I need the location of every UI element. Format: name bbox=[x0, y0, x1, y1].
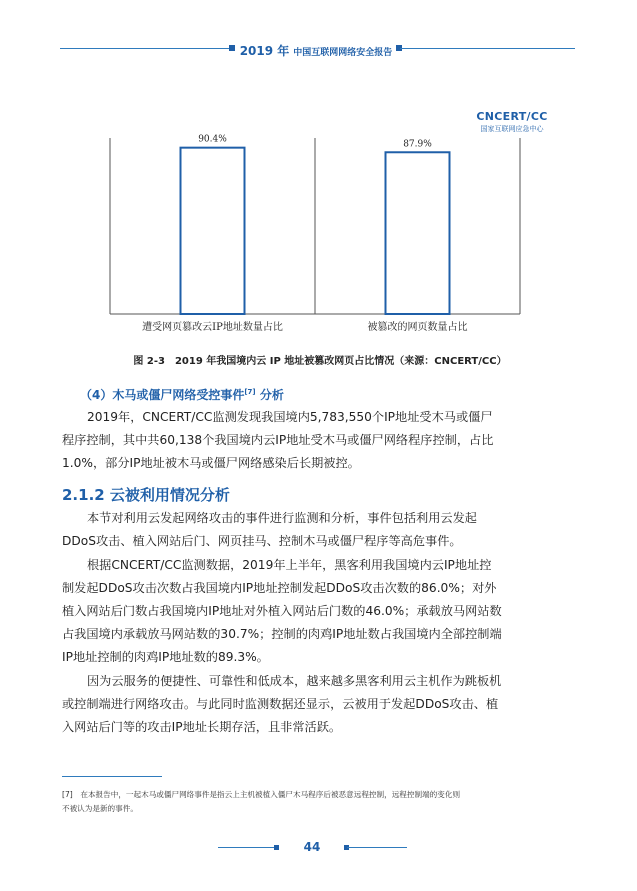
paragraph-intro bbox=[62, 507, 582, 553]
page-footer bbox=[0, 840, 637, 856]
header-title bbox=[238, 40, 394, 59]
bar bbox=[181, 148, 245, 314]
subsection-title: （4）木马或僵尸网络受控事件 bbox=[80, 388, 245, 402]
paragraph-conclusion bbox=[62, 670, 582, 739]
cncert-logo bbox=[462, 110, 562, 134]
footnote-line: 不被认为是新的事件。 bbox=[62, 804, 138, 813]
footnote bbox=[62, 788, 582, 816]
paragraph-line: 1.0%，部分IP地址被木马或僵尸网络感染后长期被控。 bbox=[62, 456, 360, 470]
category-label: 遭受网页篡改云IP地址数量占比 bbox=[142, 322, 283, 333]
paragraph-line: 本节对利用云发起网络攻击的事件进行监测和分析，事件包括利用云发起 bbox=[87, 511, 477, 525]
header-year: 2019 年 bbox=[239, 44, 290, 58]
paragraph-line: 或控制端进行网络攻击。与此同时监测数据还显示，云被用于发起DDoS攻击、植 bbox=[62, 697, 499, 711]
header-rule-right bbox=[400, 48, 575, 49]
data-label: 87.9% bbox=[403, 139, 432, 150]
footer-rule-right bbox=[347, 847, 407, 848]
logo-subtitle: 国家互联网应急中心 bbox=[480, 125, 544, 133]
footnote-rule bbox=[62, 776, 162, 777]
paragraph-statistics bbox=[62, 554, 582, 669]
section-heading: 2.1.2 云被利用情况分析 bbox=[62, 486, 230, 504]
paragraph-line: IP地址控制的肉鸡IP地址数的89.3%。 bbox=[62, 650, 269, 664]
paragraph-line: 2019年，CNCERT/CC监测发现我国境内5,783,550个IP地址受木马或僵尸 bbox=[87, 410, 493, 424]
logo-mark: CNCERT/CC bbox=[476, 110, 548, 123]
header-report-name: 中国互联网网络安全报告 bbox=[293, 48, 393, 58]
paragraph-line: 制发起DDoS攻击次数占我国境内IP地址控制发起DDoS攻击次数的86.0%；对外 bbox=[62, 581, 497, 595]
footer-square-left bbox=[274, 845, 279, 850]
header-rule-left bbox=[60, 48, 230, 49]
footer-rule-left bbox=[218, 847, 276, 848]
paragraph-line: 入网站后门等的攻击IP地址长期存活，且非常活跃。 bbox=[62, 720, 342, 734]
subsection-title-tail: 分析 bbox=[255, 388, 284, 402]
page-header bbox=[0, 38, 637, 58]
paragraph-line: 占我国境内承载放马网站数的30.7%；控制的肉鸡IP地址数占我国境内全部控制端 bbox=[62, 627, 502, 641]
category-label: 被篡改的网页数量占比 bbox=[367, 322, 468, 333]
paragraph-botnet bbox=[62, 406, 582, 475]
paragraph-line: 因为云服务的便捷性、可靠性和低成本，越来越多黑客利用云主机作为跳板机 bbox=[87, 674, 502, 688]
data-label: 90.4% bbox=[198, 134, 227, 145]
page-number: 44 bbox=[303, 840, 321, 854]
header-square-left bbox=[229, 45, 235, 51]
bar bbox=[386, 152, 450, 314]
paragraph-line: DDoS攻击、植入网站后门、网页挂马、控制木马或僵尸程序等高危事件。 bbox=[62, 534, 462, 548]
footnote-reference[interactable]: [7] bbox=[244, 388, 256, 396]
footnote-line: [7] 在本报告中，一起木马或僵尸网络事件是指云上主机被植入僵尸木马程序后被恶意远程控制，远程控制端的变化则 bbox=[62, 790, 461, 799]
paragraph-line: 程序控制，其中共60,138个我国境内云IP地址受木马或僵尸网络程序控制，占比 bbox=[62, 433, 494, 447]
paragraph-line: 根据CNCERT/CC监测数据，2019年上半年，黑客利用我国境内云IP地址控 bbox=[87, 558, 492, 572]
subsection-heading bbox=[80, 386, 284, 403]
figure-caption: 图 2-3 2019 年我国境内云 IP 地址被篡改网页占比情况（来源：CNCERT/CC） bbox=[133, 356, 507, 367]
paragraph-line: 植入网站后门数占我国境内IP地址对外植入网站后门数的46.0%；承载放马网站数 bbox=[62, 604, 502, 618]
